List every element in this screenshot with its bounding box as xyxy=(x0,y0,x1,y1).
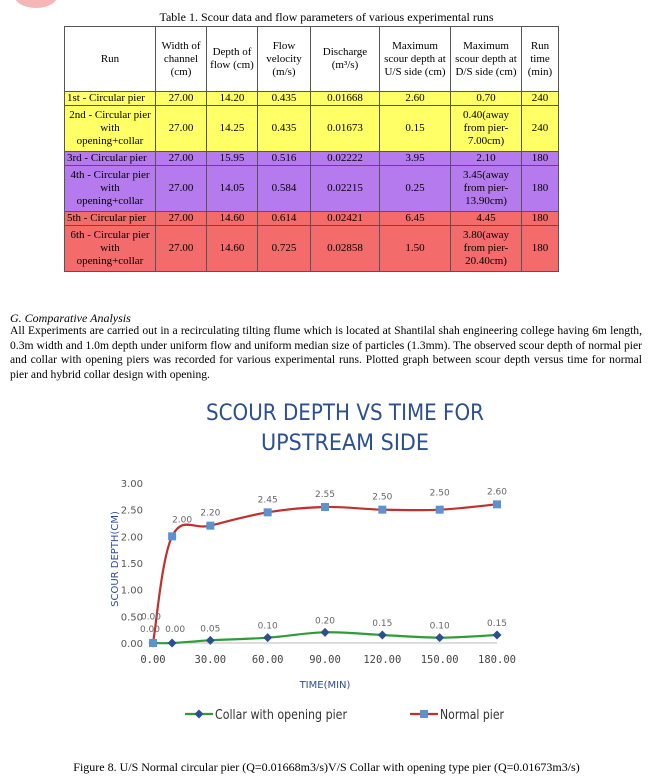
cell-depth: 15.95 xyxy=(207,152,258,166)
header-us-depth: Maximum scour depth at U/S side (cm) xyxy=(380,27,451,92)
data-label: 2.50 xyxy=(372,492,393,503)
data-label: 0.00 xyxy=(140,612,162,623)
scour-data-table xyxy=(64,26,559,272)
cell-ds: 4.45 xyxy=(451,212,522,226)
cell-depth: 14.60 xyxy=(207,212,258,226)
cell-us: 2.60 xyxy=(380,92,451,106)
data-label: 2.00 xyxy=(172,515,193,526)
cell-ds: 2.10 xyxy=(451,152,522,166)
cell-width: 27.00 xyxy=(156,92,207,106)
x-axis-label: TIME(MIN) xyxy=(299,680,351,691)
cell-discharge: 0.01673 xyxy=(311,106,380,152)
data-point-square xyxy=(378,506,386,514)
table-row xyxy=(65,226,559,272)
cell-us: 0.25 xyxy=(380,166,451,212)
table-row xyxy=(65,166,559,212)
legend-label-collar: Collar with opening pier xyxy=(215,707,348,723)
cell-discharge: 0.02215 xyxy=(311,166,380,212)
y-tick-label: 1.50 xyxy=(120,559,143,570)
cell-time: 240 xyxy=(522,92,559,106)
data-point-square xyxy=(493,500,501,508)
header-depth: Depth of flow (cm) xyxy=(207,27,258,92)
cell-discharge: 0.01668 xyxy=(311,92,380,106)
cell-velocity: 0.435 xyxy=(258,92,311,106)
data-point-diamond xyxy=(321,628,330,637)
cell-time: 180 xyxy=(522,152,559,166)
cell-discharge: 0.02222 xyxy=(311,152,380,166)
cell-width: 27.00 xyxy=(156,106,207,152)
data-label: 0.05 xyxy=(200,624,221,635)
table-row xyxy=(65,212,559,226)
cell-time: 240 xyxy=(522,106,559,152)
data-label: 2.20 xyxy=(200,508,221,519)
header-velocity: Flow velocity (m/s) xyxy=(258,27,311,92)
cell-velocity: 0.725 xyxy=(258,226,311,272)
cell-ds: 3.45(away from pier- 13.90cm) xyxy=(451,166,522,212)
data-point-square xyxy=(149,639,157,647)
cell-velocity: 0.614 xyxy=(258,212,311,226)
cell-run: 1st - Circular pier xyxy=(65,92,156,106)
data-point-square xyxy=(206,522,214,530)
cell-width: 27.00 xyxy=(156,166,207,212)
y-tick-label: 2.00 xyxy=(120,532,143,544)
legend-marker-normal xyxy=(420,710,428,718)
y-tick-label: 3.00 xyxy=(120,479,143,490)
cell-depth: 14.25 xyxy=(207,106,258,152)
cell-run: 5th - Circular pier xyxy=(65,212,156,226)
x-tick-label: 60.00 xyxy=(251,654,284,666)
x-tick-label: 90.00 xyxy=(309,654,341,666)
data-point-square xyxy=(168,532,176,540)
figure-caption: Figure 8. U/S Normal circular pier (Q=0.01668m3/s)V/S Collar with opening type pier (Q=0.01673m3/s) xyxy=(73,760,580,774)
cell-us: 3.95 xyxy=(380,152,451,166)
cell-velocity: 0.516 xyxy=(258,152,311,166)
data-label: 0.10 xyxy=(429,621,450,632)
data-label: 0.15 xyxy=(372,619,393,629)
cell-run: 4th - Circular pier with opening+collar xyxy=(65,166,156,212)
data-label: 0.10 xyxy=(257,621,278,632)
data-point-square xyxy=(436,506,444,514)
scour-depth-chart xyxy=(0,390,653,758)
x-tick-label: 0.00 xyxy=(140,654,166,666)
data-label: 0.20 xyxy=(314,616,336,627)
data-point-diamond xyxy=(493,631,502,640)
cell-depth: 14.60 xyxy=(207,226,258,272)
cell-run: 2nd - Circular pier with opening+collar xyxy=(65,106,156,152)
cell-discharge: 0.02858 xyxy=(311,226,380,272)
y-tick-label: 0.00 xyxy=(120,639,143,650)
data-label: 0.00 xyxy=(165,625,186,635)
x-tick-label: 120.00 xyxy=(363,654,402,666)
y-axis-label: SCOUR DEPTH(CM) xyxy=(110,511,121,607)
header-run: Run xyxy=(65,27,156,92)
cell-time: 180 xyxy=(522,212,559,226)
cell-velocity: 0.435 xyxy=(258,106,311,152)
x-tick-label: 30.00 xyxy=(194,654,227,666)
cell-width: 27.00 xyxy=(156,212,207,226)
cell-discharge: 0.02421 xyxy=(311,212,380,226)
body-paragraph: All Experiments are carried out in a recirculating tilting flume which is located at Shantilal shah engineering college having 6m length, 0.3m width and 1.0m depth under uniform flow and uniform median size of particles (1.3mm). The observed scour depth of normal pier and collar with opening piers was recorded for various experimental runs. Plotted graph between scour depth versus time for normal pier and hybrid collar design with opening. xyxy=(10,324,642,381)
cell-width: 27.00 xyxy=(156,152,207,166)
data-point-diamond xyxy=(435,633,444,642)
data-label: 2.60 xyxy=(486,487,508,498)
data-point-square xyxy=(264,508,272,516)
header-width: Width of channel (cm) xyxy=(156,27,207,92)
x-tick-label: 150.00 xyxy=(420,654,459,666)
legend-marker-collar xyxy=(195,710,204,719)
cell-velocity: 0.584 xyxy=(258,166,311,212)
data-label: 0.15 xyxy=(486,619,508,629)
x-tick-label: 180.00 xyxy=(478,654,516,666)
data-point-diamond xyxy=(168,639,177,648)
cell-run: 6th - Circular pier with opening+collar xyxy=(65,226,156,272)
data-label: 2.45 xyxy=(257,495,278,506)
table-row xyxy=(65,152,559,166)
cell-ds: 3.80(away from pier- 20.40cm) xyxy=(451,226,522,272)
table-caption: Table 1. Scour data and flow parameters of various experimental runs xyxy=(159,10,494,24)
table-row xyxy=(65,92,559,106)
legend-label-normal: Normal pier xyxy=(440,707,505,723)
y-tick-label: 0.50 xyxy=(120,612,143,624)
section-heading: G. Comparative Analysis xyxy=(10,311,131,325)
cell-run: 3rd - Circular pier xyxy=(65,152,156,166)
chart-title-line1: SCOUR DEPTH VS TIME FOR xyxy=(206,401,484,426)
decorative-shape xyxy=(14,0,58,8)
cell-us: 6.45 xyxy=(380,212,451,226)
data-label: 2.50 xyxy=(429,488,450,499)
header-discharge: Discharge (m³/s) xyxy=(311,27,380,92)
y-tick-label: 1.00 xyxy=(120,585,143,597)
table-row xyxy=(65,106,559,152)
cell-time: 180 xyxy=(522,226,559,272)
cell-ds: 0.40(away from pier- 7.00cm) xyxy=(451,106,522,152)
cell-time: 180 xyxy=(522,166,559,212)
data-point-square xyxy=(321,503,329,511)
cell-depth: 14.05 xyxy=(207,166,258,212)
data-point-diamond xyxy=(378,631,387,640)
header-run-time: Run time (min) xyxy=(522,27,559,92)
chart-title-line2: UPSTREAM SIDE xyxy=(261,431,429,456)
cell-depth: 14.20 xyxy=(207,92,258,106)
table-header-row xyxy=(65,27,559,92)
cell-ds: 0.70 xyxy=(451,92,522,106)
data-label: 2.55 xyxy=(314,490,336,500)
cell-us: 1.50 xyxy=(380,226,451,272)
data-label: 0.00 xyxy=(139,625,161,635)
data-point-diamond xyxy=(263,633,272,642)
header-ds-depth: Maximum scour depth at D/S side (cm) xyxy=(451,27,522,92)
cell-us: 0.15 xyxy=(380,106,451,152)
y-tick-label: 2.50 xyxy=(120,505,143,517)
cell-width: 27.00 xyxy=(156,226,207,272)
